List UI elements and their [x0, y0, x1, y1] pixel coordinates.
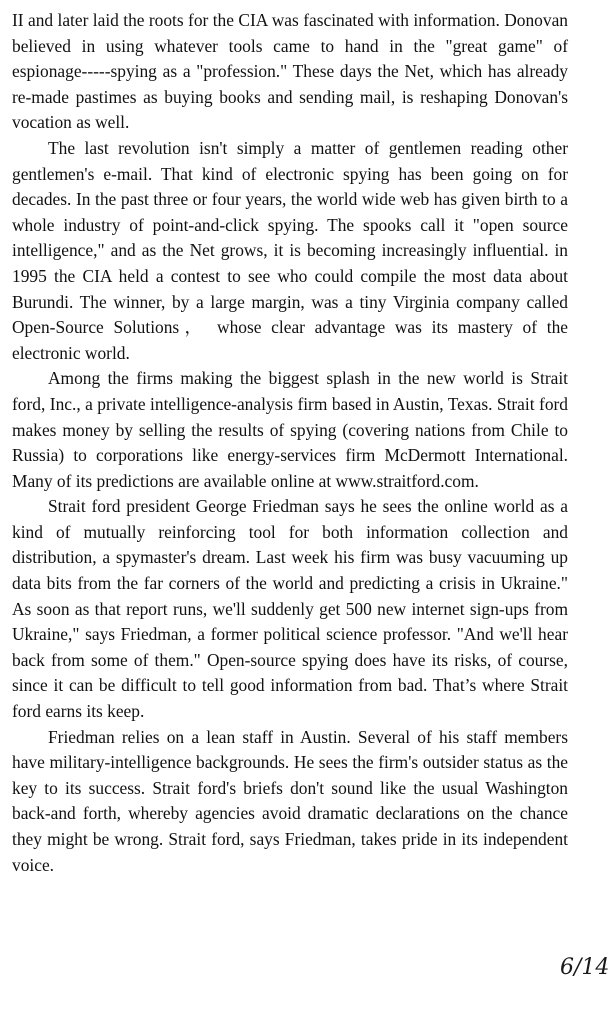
paragraph-4: Strait ford president George Friedman says he sees the online world as a kind of mutually reinforcing tool for both information collection and distribution, a spymaster's dream. Last week his firm was busy vacuuming up data bits from the far corners of the world and predicting a crisis in Ukraine." As soon as that report runs, we'll suddenly get 500 new internet sign-ups from Ukraine," says Friedman, a former political science professor. "And we'll hear back from some of them." Open-source spying does have its risks, of course, since it can be difficult to tell good information from bad. That’s where Strait ford earns its keep.	[12, 496, 568, 722]
paragraph-3: Among the firms making the biggest splash in the new world is Strait ford, Inc., a private intelligence-analysis firm based in Austin, Texas. Strait ford makes money by selling the results of spying (covering nations from Chile to Russia) to corporations like energy-services firm McDermott International. Many of its predictions are available online at www.straitford.com.	[12, 368, 568, 491]
page-number: 6/14	[560, 955, 609, 980]
document-body	[12, 8, 568, 878]
paragraph-2: The last revolution isn't simply a matter of gentlemen reading other gentlemen's e-mail. That kind of electronic spying has been going on for decades. In the past three or four years, the world wide web has given birth to a whole industry of point-and-click spying. The spooks call it "open source intelligence," and as the Net grows, it is becoming increasingly influential. in 1995 the CIA held a contest to see who could compile the most data about Burundi. The winner, by a large margin, was a tiny Virginia company called Open-Source Solutions， whose clear advantage was its mastery of the electronic world.	[12, 137, 568, 363]
paragraph-5: Friedman relies on a lean staff in Austin. Several of his staff members have military-intelligence backgrounds. He sees the firm's outsider status as the key to its success. Strait ford's briefs don't sound like the usual Washington back-and forth, whereby agencies avoid dramatic declarations on the chance they might be wrong. Strait ford, says Friedman, takes pride in its independent voice.	[12, 726, 568, 875]
paragraph-1: II and later laid the roots for the CIA was fascinated with information. Donovan believed in using whatever tools came to hand in the "great game" of espionage-----spying as a "profession." These days the Net, which has already re-made pastimes as buying books and sending mail, is reshaping Donovan's vocation as well.	[12, 10, 568, 133]
